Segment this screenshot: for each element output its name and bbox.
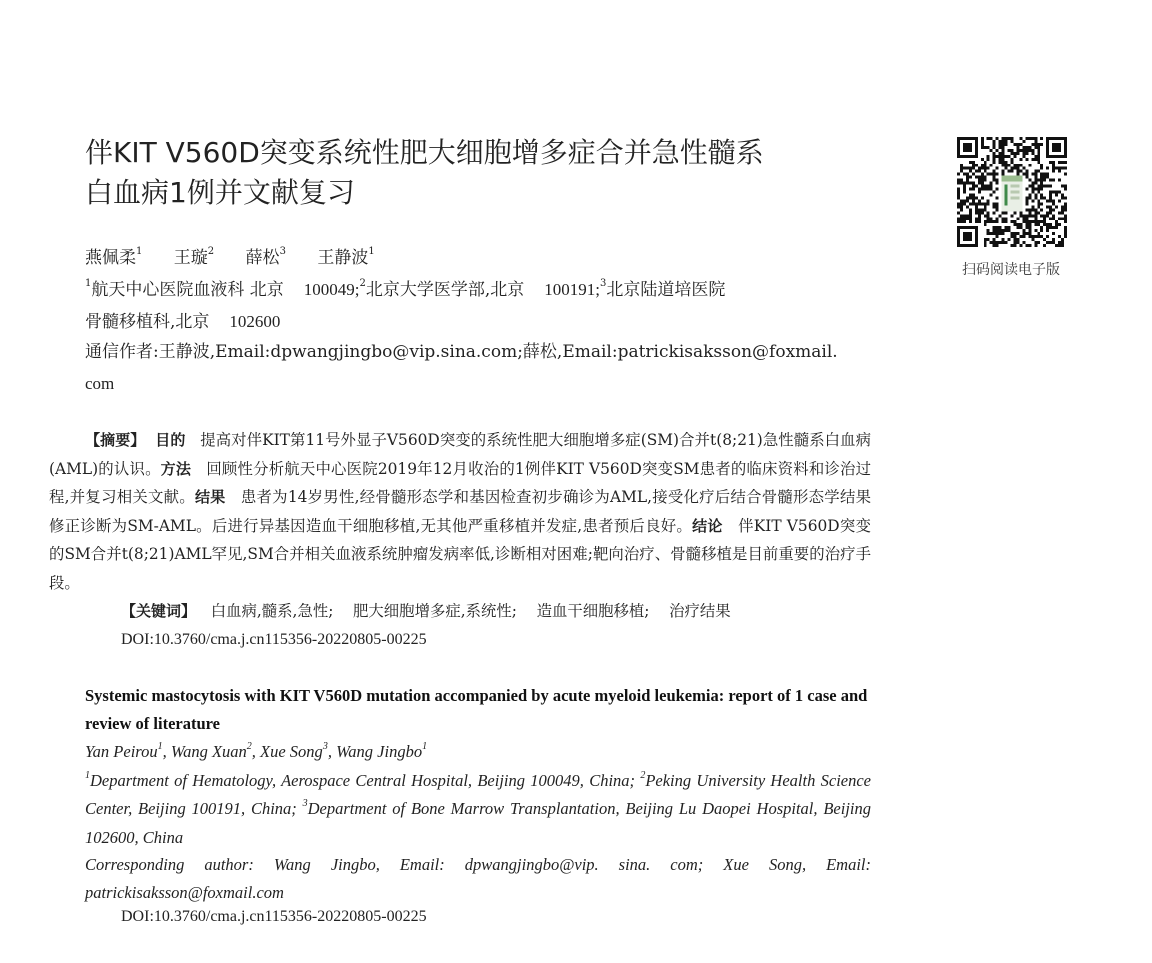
qr-code-icon[interactable]	[957, 137, 1067, 247]
authors-cn	[85, 243, 875, 274]
authors-en	[85, 738, 871, 766]
author-cn: 王璇	[173, 248, 208, 268]
affil-3-zip: 102600	[229, 312, 281, 331]
affil-sup: 3	[302, 797, 308, 809]
article-title-cn	[85, 133, 885, 213]
keyword: 造血干细胞移植;	[536, 602, 650, 620]
affil-2-zip: 100191;	[544, 280, 601, 299]
author-cn: 燕佩柔	[85, 248, 136, 268]
author-en: Wang Jingbo	[336, 742, 423, 761]
doi-cn[interactable]: DOI:10.3760/cma.j.cn115356-20220805-00225	[121, 630, 427, 648]
author-sup: 1	[422, 740, 428, 752]
affil-sup: 2	[640, 769, 646, 781]
conclusion-label: 结论	[692, 516, 723, 535]
author-sep: ,	[327, 742, 337, 761]
keywords-cn	[85, 597, 871, 626]
affil-sup: 1	[85, 278, 92, 290]
author-sup: 3	[322, 740, 328, 752]
methods-label: 方法	[160, 459, 192, 478]
author-sup: 1	[157, 740, 163, 752]
methods-text: 回顾性分析航天中心医院2019年12月收治的1例伴KIT V560D突变SM患者的临床资料和诊治过程,并复习相关文献。	[49, 459, 871, 506]
abstract-label: 【摘要】	[85, 431, 146, 449]
author-sup: 1	[136, 246, 143, 258]
title-line-1: 伴KIT V560D突变系统性肥大细胞增多症合并急性髓系	[85, 136, 764, 169]
corresponding-cn-line2: com	[85, 374, 115, 393]
affil-sup: 1	[85, 769, 90, 781]
affil-2: 北京大学医学部,北京	[365, 280, 525, 300]
author-sup: 3	[279, 246, 286, 258]
corresponding-cn-line1: 通信作者:王静波,Email:dpwangjingbo@vip.sina.com;薛松,Email:patrickisaksson@foxmail.	[85, 342, 838, 362]
qr-block	[954, 137, 1068, 279]
conclusion-text: 伴KIT V560D突变的SM合并t(8;21)AML罕见,SM合并相关血液系统肿瘤发病率低,诊断相对困难;靶向治疗、骨髓移植是目前重要的治疗手段。	[49, 516, 871, 592]
affil-sup: 2	[359, 278, 366, 290]
author-en: Wang Xuan	[170, 742, 247, 761]
author-sep: ,	[251, 742, 261, 761]
keyword: 白血病,髓系,急性;	[210, 602, 334, 620]
author-sup: 1	[368, 246, 375, 258]
results-text: 患者为14岁男性,经骨髓形态学和基因检查初步确诊为AML,接受化疗后结合骨髓形态学结果修正诊断为SM-AML。后进行异基因造血干细胞移植,无其他严重移植并发症,患者预后良好。	[49, 488, 871, 535]
affil-sup: 3	[600, 278, 607, 290]
corresponding-cn	[85, 337, 875, 400]
affil-3b: 骨髓移植科,北京	[85, 312, 210, 332]
abstract-body	[49, 426, 871, 597]
author-sep: ,	[162, 742, 171, 761]
author-sup: 2	[246, 740, 252, 752]
doi-en[interactable]	[85, 908, 427, 926]
objective-label: 目的	[155, 431, 186, 449]
doi-en-text[interactable]: DOI:10.3760/cma.j.cn115356-20220805-00225	[121, 908, 427, 925]
author-cn: 王静波	[317, 248, 369, 268]
affil-en-3: Department of Bone Marrow Transplantation, Beijing Lu Daopei Hospital, Beijing 102600, China	[85, 799, 871, 847]
affiliations-cn	[85, 274, 875, 338]
corresponding-en: Corresponding author: Wang Jingbo, Email: dpwangjingbo@vip. sina. com; Xue Song, Email: patrickisaksson@foxmail.com	[85, 855, 871, 903]
author-sup: 2	[207, 246, 215, 258]
affil-1-zip: 100049;	[303, 280, 360, 299]
objective-text: 提高对伴KIT第11号外显子V560D突变的系统性肥大细胞增多症(SM)合并t(8;21)急性髓系白血病(AML)的认识。	[49, 431, 871, 478]
results-label: 结果	[194, 488, 226, 506]
author-cn: 薛松	[245, 248, 280, 268]
article-title-en: Systemic mastocytosis with KIT V560D mutation accompanied by acute myeloid leukemia: report of 1 case and review of literature	[85, 686, 868, 733]
author-en: Xue Song	[260, 742, 323, 761]
affiliations-en	[85, 767, 871, 852]
affil-en-2: Peking University Health Science Center, Beijing 100191, China;	[85, 771, 871, 819]
qr-caption: 扫码阅读电子版	[962, 262, 1060, 278]
affil-3: 北京陆道培医院	[606, 280, 726, 300]
keywords-label: 【关键词】	[121, 602, 197, 620]
affil-1: 航天中心医院血液科 北京	[91, 280, 284, 300]
title-line-2: 白血病1例并文献复习	[85, 176, 355, 209]
author-en: Yan Peirou	[85, 742, 158, 761]
keyword: 肥大细胞增多症,系统性;	[353, 602, 517, 620]
abstract-cn	[49, 426, 871, 654]
affil-en-1: Department of Hematology, Aerospace Central Hospital, Beijing 100049, China;	[90, 771, 641, 790]
keyword: 治疗结果	[669, 602, 731, 620]
